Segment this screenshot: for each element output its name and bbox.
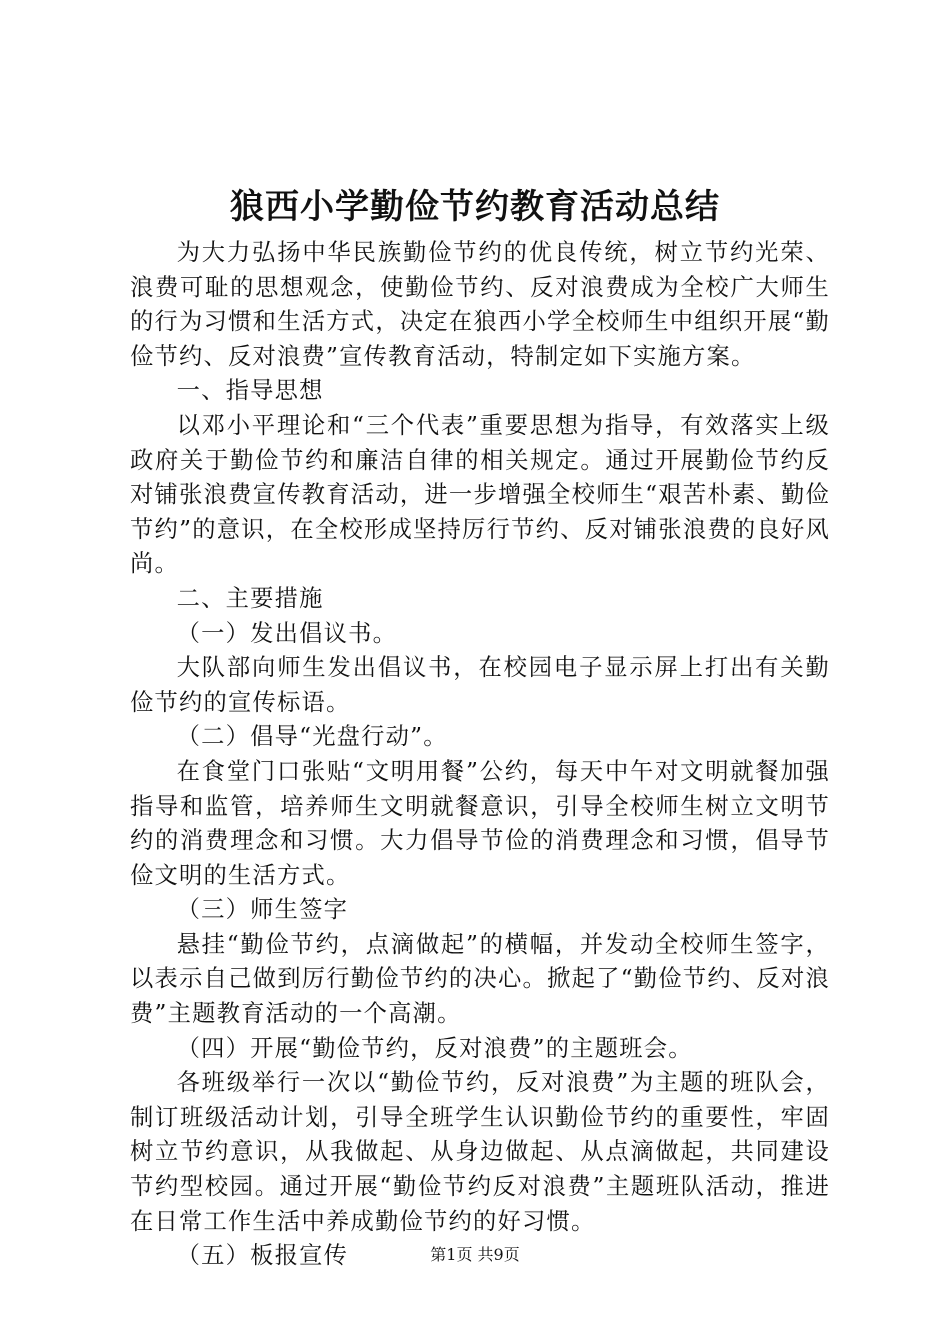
subheading-measure-1: （一）发出倡议书。 — [176, 619, 398, 647]
subheading-measure-5: （五）板报宣传 — [176, 1242, 349, 1270]
paragraph-measure-4: 各班级举行一次以“勤俭节约，反对浪费”为主题的班队会，制订班级活动计划，引导全班学生认识勤俭节约的重要性，牢固树立节约意识，从我做起、从身边做起、从点滴做起，共同建设节约型校园。通过开展“勤俭节约反对浪费”主题班队活动，推进在日常工作生活中养成勤俭节约的好习惯。 — [130, 1069, 830, 1235]
paragraph-guiding-thought: 以邓小平理论和“三个代表”重要思想为指导，有效落实上级政府关于勤俭节约和廉洁自律的相关规定。通过开展勤俭节约反对铺张浪费宣传教育活动，进一步增强全校师生“艰苦朴素、勤俭节约”的意识，在全校形成坚持厉行节约、反对铺张浪费的良好风尚。 — [130, 411, 830, 578]
document-title: 狼西小学勤俭节约教育活动总结 — [230, 187, 720, 227]
paragraph-measure-1: 大队部向师生发出倡议书，在校园电子显示屏上打出有关勤俭节约的宣传标语。 — [130, 654, 830, 716]
heading-main-measures: 二、主要措施 — [176, 584, 324, 612]
subheading-measure-2: （二）倡导“光盘行动”。 — [176, 723, 448, 751]
subheading-measure-4: （四）开展“勤俭节约，反对浪费”的主题班会。 — [176, 1034, 693, 1062]
document-body — [130, 236, 830, 1274]
paragraph-measure-3: 悬挂“勤俭节约，点滴做起”的横幅，并发动全校师生签字，以表示自己做到厉行勤俭节约的决心。掀起了“勤俭节约、反对浪费”主题教育活动的一个高潮。 — [130, 930, 830, 1028]
subheading-measure-3: （三）师生签字 — [176, 896, 349, 924]
page-footer: 第1页 共9页 — [430, 1245, 520, 1264]
paragraph-intro: 为大力弘扬中华民族勤俭节约的优良传统，树立节约光荣、浪费可耻的思想观念，使勤俭节约、反对浪费成为全校广大师生的行为习惯和生活方式，决定在狼西小学全校师生中组织开展“勤俭节约、反对浪费”宣传教育活动，特制定如下实施方案。 — [130, 239, 830, 370]
paragraph-measure-2: 在食堂门口张贴“文明用餐”公约，每天中午对文明就餐加强指导和监管，培养师生文明就餐意识，引导全校师生树立文明节约的消费理念和习惯。大力倡导节俭的消费理念和习惯，倡导节俭文明的生活方式。 — [130, 757, 830, 889]
heading-guiding-thought: 一、指导思想 — [176, 377, 324, 405]
